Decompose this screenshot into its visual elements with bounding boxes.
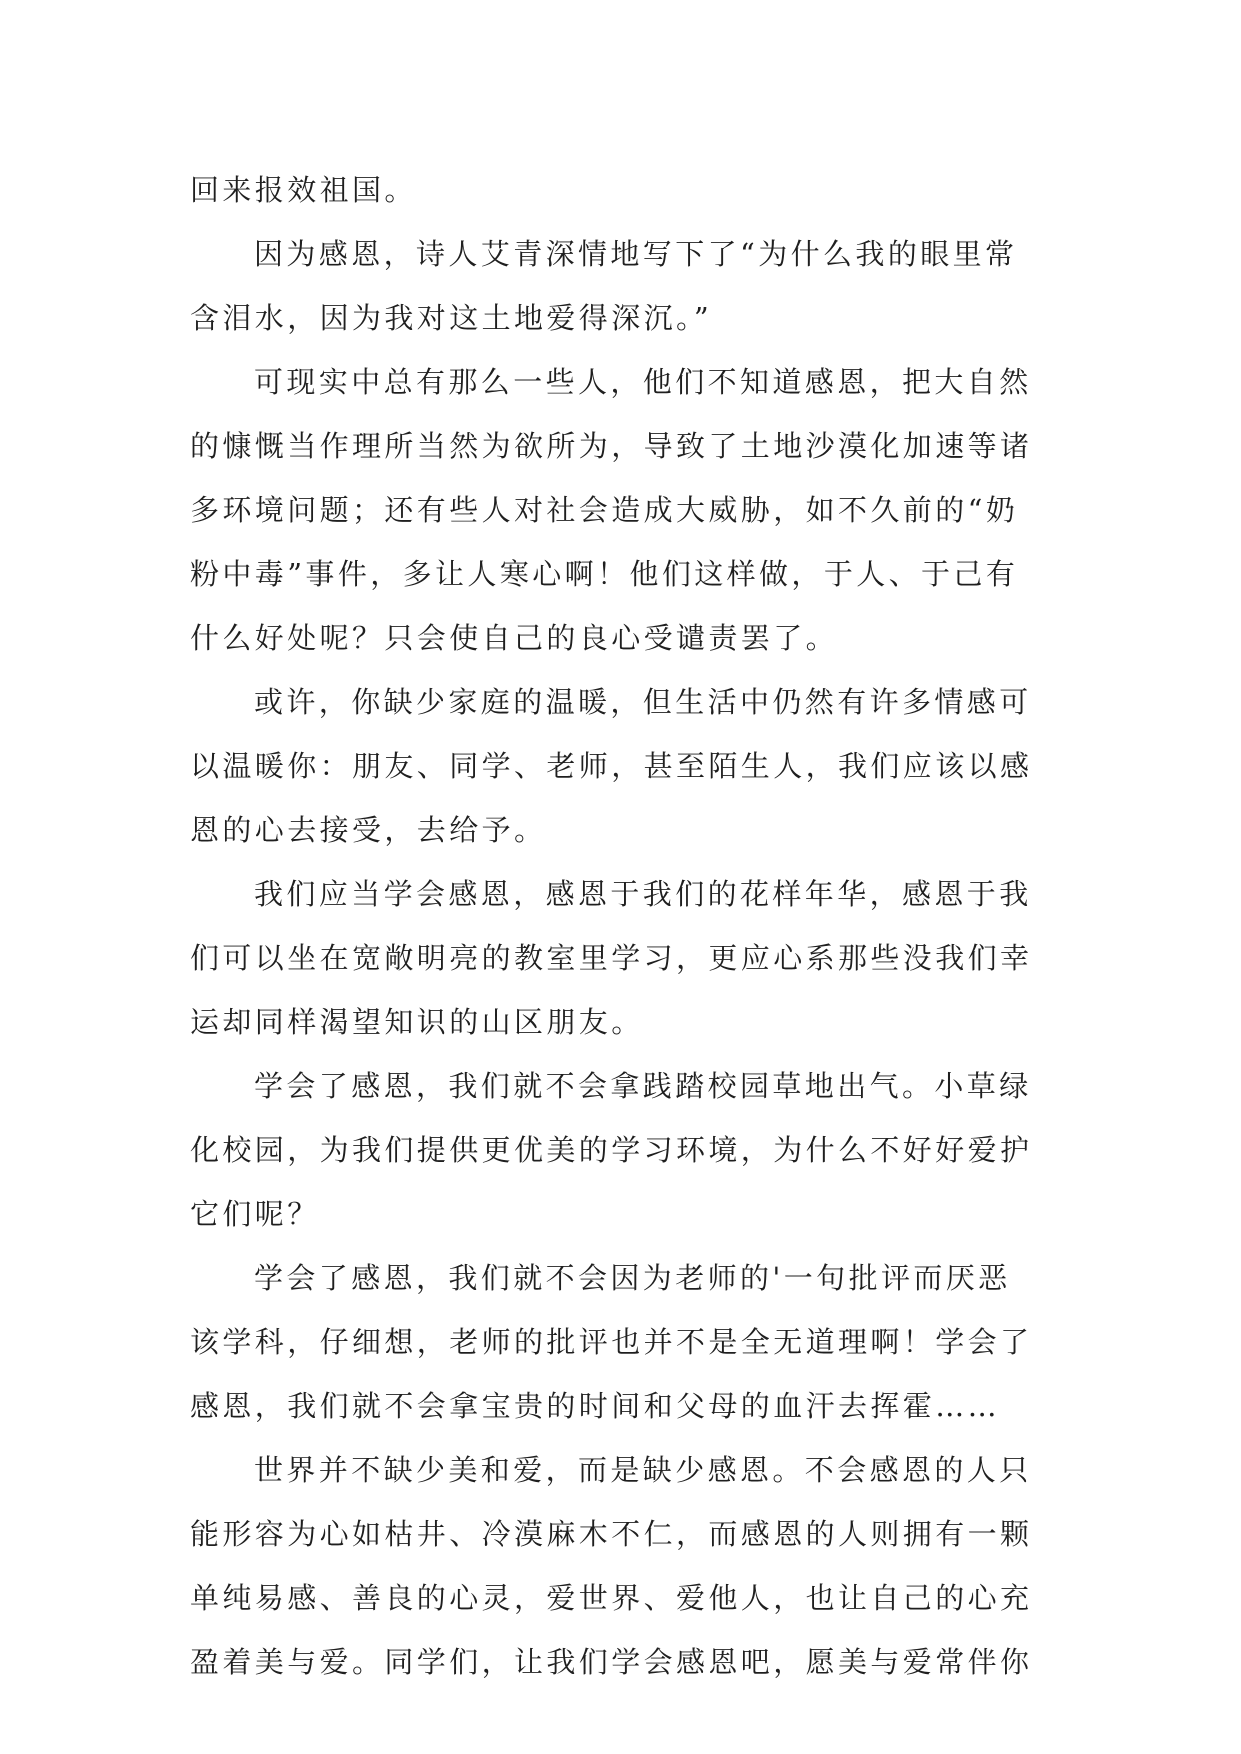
text-line: 多环境问题；还有些人对社会造成大威胁，如不久前的“奶 (190, 493, 1019, 527)
text-line: 单纯易感、善良的心灵，爱世界、爱他人，也让自己的心充 (190, 1581, 1033, 1615)
paragraph-first-line: 我们应当学会感恩，感恩于我们的花样年华，感恩于我 (254, 877, 1032, 911)
text-line: 们可以坐在宽敞明亮的教室里学习，更应心系那些没我们幸 (190, 941, 1033, 975)
paragraph-first-line: 可现实中总有那么一些人，他们不知道感恩，把大自然 (254, 365, 1032, 399)
text-line: 化校园，为我们提供更优美的学习环境，为什么不好好爱护 (190, 1133, 1033, 1167)
text-line: 能形容为心如枯井、冷漠麻木不仁，而感恩的人则拥有一颗 (190, 1517, 1033, 1551)
text-line: 运却同样渴望知识的山区朋友。 (190, 1005, 644, 1039)
text-line: 的慷慨当作理所当然为欲所为，导致了土地沙漠化加速等诸 (190, 429, 1033, 463)
text-line: 该学科，仔细想，老师的批评也并不是全无道理啊！学会了 (190, 1325, 1033, 1359)
text-line: 恩的心去接受，去给予。 (190, 813, 547, 847)
paragraph-first-line: 学会了感恩，我们就不会拿践踏校园草地出气。小草绿 (254, 1069, 1032, 1103)
text-line: 含泪水，因为我对这土地爱得深沉。” (190, 301, 713, 335)
paragraph-first-line: 学会了感恩，我们就不会因为老师的'一句批评而厌恶 (254, 1261, 1011, 1295)
paragraph-first-line: 或许，你缺少家庭的温暖，但生活中仍然有许多情感可 (254, 685, 1032, 719)
text-line: 它们呢？ (190, 1197, 320, 1231)
text-line: 以温暖你：朋友、同学、老师，甚至陌生人，我们应该以感 (190, 749, 1033, 783)
text-line: 感恩，我们就不会拿宝贵的时间和父母的血汗去挥霍…… (190, 1389, 1001, 1423)
paragraph-first-line: 因为感恩，诗人艾青深情地写下了“为什么我的眼里常 (254, 237, 1018, 271)
text-line: 盈着美与爱。同学们，让我们学会感恩吧，愿美与爱常伴你 (190, 1645, 1033, 1679)
paragraph-first-line: 世界并不缺少美和爱，而是缺少感恩。不会感恩的人只 (254, 1453, 1032, 1487)
text-line: 回来报效祖国。 (190, 173, 417, 207)
body-text (190, 158, 1052, 1694)
text-line: 粉中毒”事件，多让人寒心啊！他们这样做，于人、于己有 (190, 557, 1019, 591)
text-line: 什么好处呢？只会使自己的良心受谴责罢了。 (190, 621, 839, 655)
